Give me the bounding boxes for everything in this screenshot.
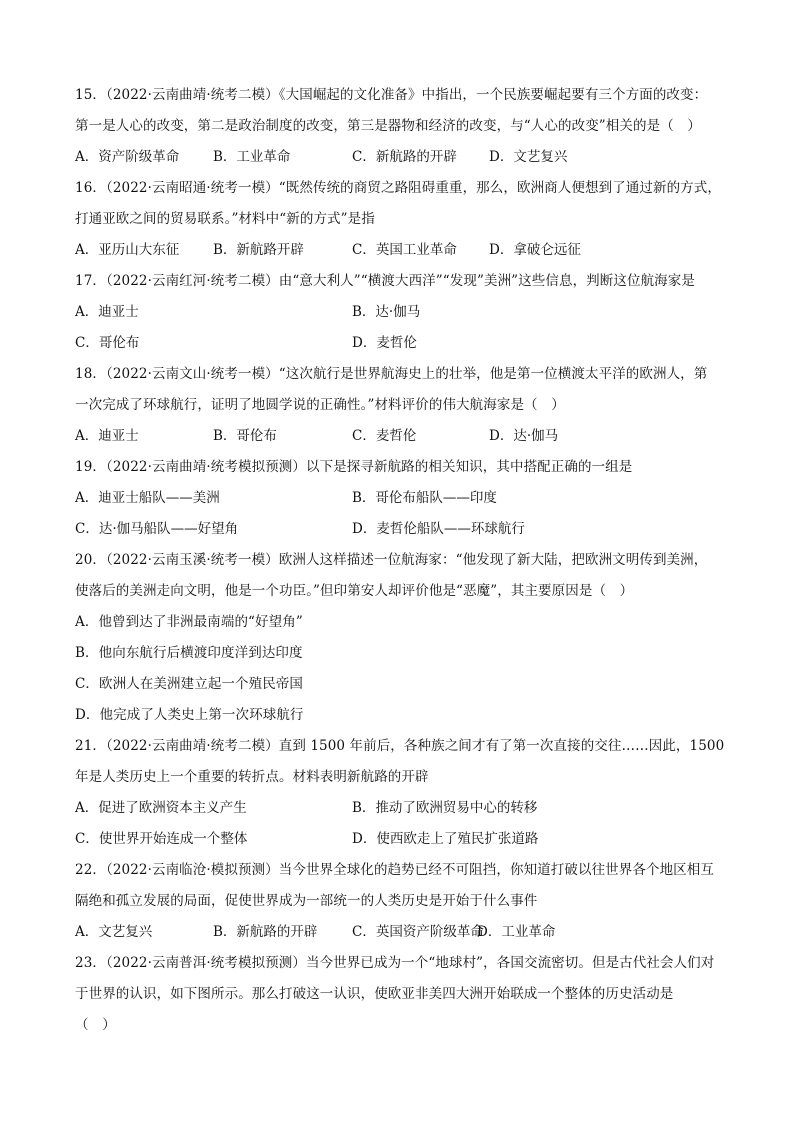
option-d[interactable]: D．麦哲伦船队——环球航行 bbox=[352, 521, 525, 537]
question-text: 16．（2022·云南昭通·统考一模）“既然传统的商贸之路阻碍重重，那么，欧洲商人便想到了通过新的方式， bbox=[75, 180, 721, 196]
option-a[interactable]: A．资产阶级革命 bbox=[75, 149, 180, 165]
options-row bbox=[75, 483, 723, 514]
options-row bbox=[75, 917, 723, 948]
question-17 bbox=[75, 266, 723, 359]
question-text: 19．（2022·云南曲靖·统考模拟预测）以下是探寻新航路的相关知识，其中搭配正确的一组是 bbox=[75, 459, 633, 475]
options-row bbox=[75, 142, 723, 173]
option-b[interactable]: B．工业革命 bbox=[213, 149, 291, 165]
question-text: 20．（2022·云南玉溪·统考一模）欧洲人这样描述一位航海家：“他发现了新大陆，把欧洲文明传到美洲， bbox=[75, 552, 708, 568]
option-b[interactable]: B．哥伦布 bbox=[213, 428, 277, 444]
question-text: 15．（2022·云南曲靖·统考二模）《大国崛起的文化准备》中指出，一个民族要崛起要有三个方面的改变： bbox=[75, 87, 708, 103]
option-c[interactable]: C．英国资产阶级革命 bbox=[352, 924, 484, 940]
option-c[interactable]: C．麦哲伦 bbox=[352, 428, 417, 444]
question-15 bbox=[75, 80, 723, 173]
option-d[interactable]: D．他完成了人类史上第一次环球航行 bbox=[75, 707, 304, 723]
option-a[interactable]: A．促进了欧洲资本主义产生 bbox=[75, 800, 247, 816]
option-a[interactable]: A．迪亚士 bbox=[75, 428, 139, 444]
option-c[interactable]: C．哥伦布 bbox=[75, 335, 140, 351]
question-text: 17．（2022·云南红河·统考二模）由“意大利人”“横渡大西洋”“发现”美洲”这些信息，判断这位航海家是 bbox=[75, 273, 695, 289]
option-d[interactable]: D．文艺复兴 bbox=[489, 149, 568, 165]
question-text: 隔绝和孤立发展的局面，促使世界成为一部统一的人类历史是开始于什么事件 bbox=[75, 893, 538, 909]
question-18 bbox=[75, 359, 723, 452]
option-a[interactable]: A．他曾到达了非洲最南端的“好望角” bbox=[75, 614, 303, 630]
options-row bbox=[75, 824, 723, 855]
options-row bbox=[75, 235, 723, 266]
option-b[interactable]: B．推动了欧洲贸易中心的转移 bbox=[352, 800, 538, 816]
question-21 bbox=[75, 731, 723, 855]
options-row bbox=[75, 421, 723, 452]
answer-blank: （ ） bbox=[75, 1017, 116, 1033]
option-d[interactable]: D．工业革命 bbox=[477, 924, 556, 940]
option-c[interactable]: C．达·伽马船队——好望角 bbox=[75, 521, 239, 537]
option-d[interactable]: D．拿破仑远征 bbox=[489, 242, 581, 258]
question-text: 使落后的美洲走向文明，他是一个功臣。”但印第安人却评价他是“恶魔”，其主要原因是（ ） bbox=[75, 583, 634, 599]
option-d[interactable]: D．麦哲伦 bbox=[352, 335, 417, 351]
option-d[interactable]: D．达·伽马 bbox=[489, 428, 559, 444]
question-list bbox=[75, 80, 723, 1041]
options-row bbox=[75, 514, 723, 545]
option-b[interactable]: B．新航路的开辟 bbox=[213, 924, 318, 940]
question-text: 22．（2022·云南临沧·模拟预测）当今世界全球化的趋势已经不可阻挡，你知道打破以往世界各个地区相互 bbox=[75, 862, 714, 878]
option-b[interactable]: B．新航路开辟 bbox=[213, 242, 304, 258]
question-text: 23．（2022·云南普洱·统考模拟预测）当今世界已成为一个“地球村”，各国交流密切。但是古代社会人们对 bbox=[75, 955, 715, 971]
question-20 bbox=[75, 545, 723, 731]
option-c[interactable]: C．欧洲人在美洲建立起一个殖民帝国 bbox=[75, 676, 304, 692]
option-b[interactable]: B．哥伦布船队——印度 bbox=[352, 490, 497, 506]
option-a[interactable]: A．迪亚士 bbox=[75, 304, 139, 320]
question-text: 18．（2022·云南文山·统考一模）“这次航行是世界航海史上的壮举，他是第一位横渡太平洋的欧洲人，第 bbox=[75, 366, 708, 382]
question-text: 年是人类历史上一个重要的转折点。材料表明新航路的开辟 bbox=[75, 769, 429, 785]
option-c[interactable]: C．新航路的开辟 bbox=[352, 149, 457, 165]
question-text: 第一是人心的改变，第二是政治制度的改变，第三是器物和经济的改变，与“人心的改变”相关的是（ ） bbox=[75, 118, 702, 134]
option-c[interactable]: C．英国工业革命 bbox=[352, 242, 457, 258]
option-d[interactable]: D．使西欧走上了殖民扩张道路 bbox=[352, 831, 539, 847]
option-b[interactable]: B．他向东航行后横渡印度洋到达印度 bbox=[75, 645, 303, 661]
option-c[interactable]: C．使世界开始连成一个整体 bbox=[75, 831, 248, 847]
options-row bbox=[75, 793, 723, 824]
question-19 bbox=[75, 452, 723, 545]
options-row bbox=[75, 328, 723, 359]
question-text: 一次完成了环球航行，证明了地圆学说的正确性。”材料评价的伟大航海家是（ ） bbox=[75, 397, 565, 413]
question-text: 打通亚欧之间的贸易联系。”材料中“新的方式”是指 bbox=[75, 211, 375, 227]
options-row bbox=[75, 297, 723, 328]
option-a[interactable]: A．迪亚士船队——美洲 bbox=[75, 490, 220, 506]
question-text: 21．（2022·云南曲靖·统考二模）直到 1500 年前后，各种族之间才有了第一次直接的交往……因此，1500 bbox=[75, 738, 725, 754]
question-23 bbox=[75, 948, 723, 1041]
option-a[interactable]: A．亚历山大东征 bbox=[75, 242, 180, 258]
question-16 bbox=[75, 173, 723, 266]
option-b[interactable]: B．达·伽马 bbox=[352, 304, 421, 320]
question-text: 于世界的认识，如下图所示。那么打破这一认识，使欧亚非美四大洲开始联成一个整体的历史活动是 bbox=[75, 986, 674, 1002]
option-a[interactable]: A．文艺复兴 bbox=[75, 924, 153, 940]
question-22 bbox=[75, 855, 723, 948]
